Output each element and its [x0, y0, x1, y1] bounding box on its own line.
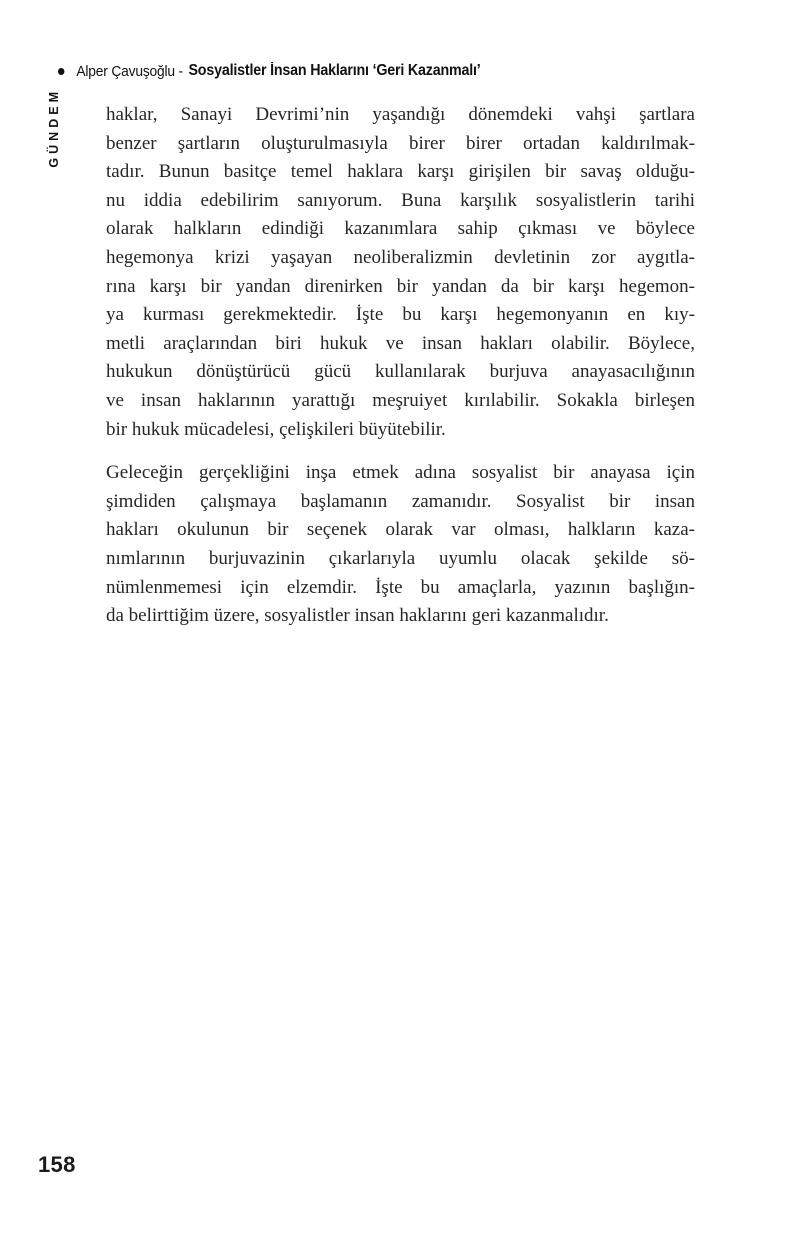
text-line: şimdiden çalışmaya başlamanın zamanıdır. Sosyalist bir insan	[106, 490, 695, 512]
text-line: ya kurması gerekmektedir. İşte bu karşı hegemonyanın en kıy-	[106, 304, 695, 326]
body-text	[106, 101, 695, 631]
header-article-title: Sosyalistler İnsan Haklarını ‘Geri Kazanmalı’	[188, 62, 481, 79]
text-line: haklar, Sanayi Devrimi’nin yaşandığı dönemdeki vahşi şartlara	[106, 104, 695, 125]
paragraph	[106, 459, 695, 631]
text-line: rına karşı bir yandan direnirken bir yandan da bir karşı hegemon-	[106, 275, 695, 297]
text-line: nımlarının burjuvazinin çıkarlarıyla uyumlu olacak şekilde sö-	[106, 547, 695, 569]
bullet-icon	[58, 68, 64, 75]
text-line: benzer şartların oluşturulmasıyla birer birer ortadan kaldırılmak-	[106, 132, 695, 154]
text-line: ve insan haklarının yarattığı meşruiyet kırılabilir. Sokakla birleşen	[106, 389, 695, 411]
running-header	[58, 62, 481, 80]
text-line: nu iddia edebilirim sanıyorum. Buna karşılık sosyalistlerin tarihi	[106, 189, 695, 211]
section-label-vertical: GÜNDEM	[47, 88, 61, 168]
page-number: 158	[38, 1152, 76, 1177]
text-line: nümlenmemesi için elzemdir. İşte bu amaçlarla, yazının başlığın-	[106, 576, 695, 598]
text-line: bir hukuk mücadelesi, çelişkileri büyütebilir.	[106, 418, 446, 440]
header-author: Alper Çavuşoğlu -	[76, 62, 183, 80]
text-line: hegemonya krizi yaşayan neoliberalizmin devletinin zor aygıtla-	[106, 246, 695, 268]
paragraph	[106, 101, 695, 444]
text-line: da belirttiğim üzere, sosyalistler insan haklarını geri kazanmalıdır.	[106, 605, 609, 627]
text-line: hukukun dönüştürücü gücü kullanılarak burjuva anayasacılığının	[106, 361, 695, 383]
text-line: hakları okulunun bir seçenek olarak var olması, halkların kaza-	[106, 519, 695, 541]
text-line: tadır. Bunun basitçe temel haklara karşı girişilen bir savaş olduğu-	[106, 161, 695, 183]
text-line: metli araçlarından biri hukuk ve insan hakları olabilir. Böylece,	[106, 332, 695, 354]
text-line: olarak halkların edindiği kazanımlara sahip çıkması ve böylece	[106, 218, 695, 240]
text-line: Geleceğin gerçekliğini inşa etmek adına sosyalist bir anayasa için	[106, 462, 695, 484]
